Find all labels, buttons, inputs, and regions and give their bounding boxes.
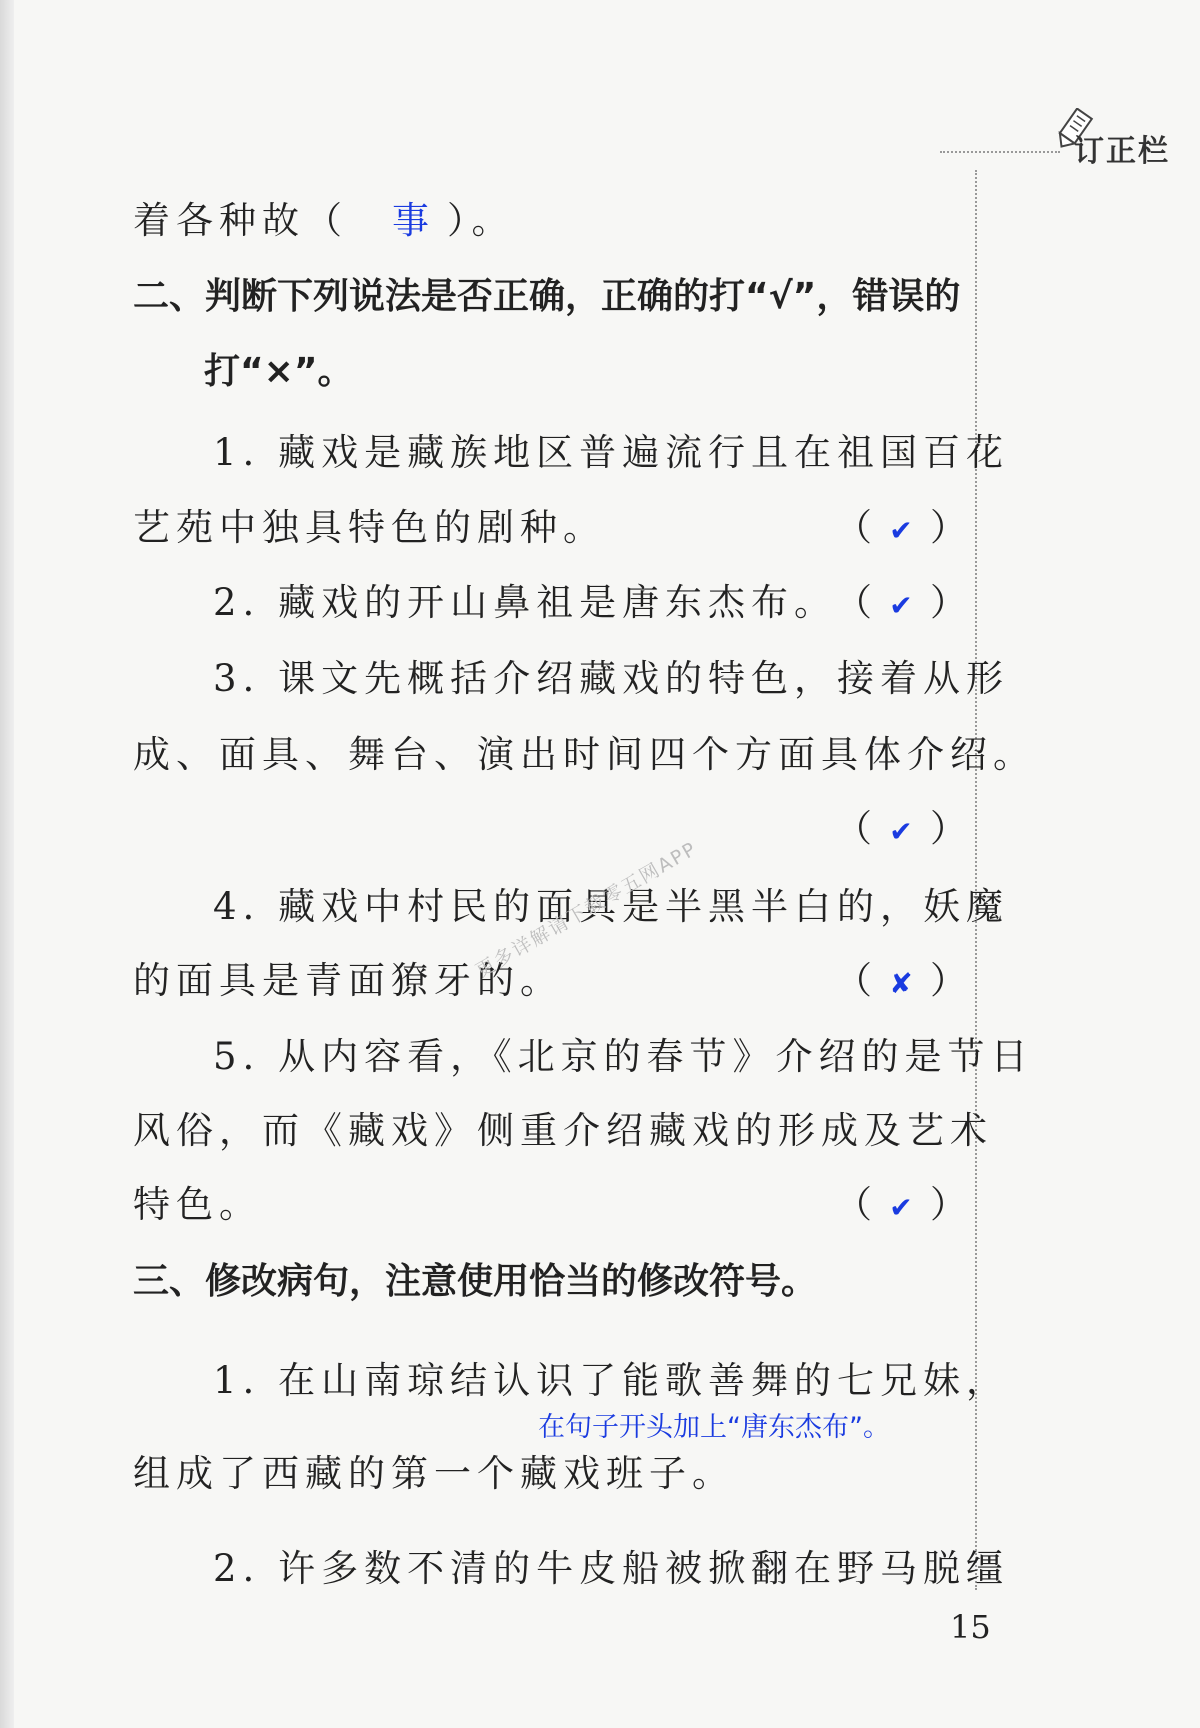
item4-line2: 的面具是青面獠牙的。 [133, 959, 563, 1002]
item2-judgment: （ ✔ ） [835, 581, 967, 624]
item5-judgment: （ ✔ ） [835, 1183, 967, 1226]
check-mark-icon: ✔ [889, 815, 913, 848]
sentence1-line2: 组成了西藏的第一个藏戏班子。 [133, 1452, 735, 1495]
check-mark-icon: ✔ [889, 1191, 913, 1224]
item3-line1: 3. 课文先概括介绍藏戏的特色，接着从形 [213, 657, 1010, 700]
correction-column-label: 订正栏 [1074, 134, 1170, 169]
filled-answer: 事 [392, 199, 429, 242]
item2-line1: 2. 藏戏的开山鼻祖是唐东杰布。 [213, 581, 838, 624]
cross-mark-icon: ✘ [889, 967, 913, 1000]
sentence2-line1: 2. 许多数不清的牛皮船被掀翻在野马脱缰 [213, 1547, 1010, 1590]
item3-line2: 成、面具、舞台、演出时间四个方面具体介绍。 [133, 733, 1036, 776]
section3-title: 三、修改病句，注意使用恰当的修改符号。 [133, 1261, 818, 1302]
item1-line1: 1. 藏戏是藏族地区普遍流行且在祖国百花 [213, 431, 1010, 474]
section2-title-line2: 打“×”。 [204, 351, 354, 392]
previous-question-tail [133, 190, 515, 244]
handwritten-correction: 在句子开头加上“唐东杰布”。 [538, 1412, 890, 1443]
item5-line1: 5. 从内容看，《北京的春节》介绍的是节日 [213, 1035, 1034, 1078]
previous-question-text: 着各种故（ [133, 199, 348, 242]
watermark: 更多详解请下载零五网APP [472, 837, 702, 983]
previous-question-end: ）。 [447, 199, 515, 242]
check-mark-icon: ✔ [889, 514, 913, 547]
item5-line3: 特色。 [133, 1183, 262, 1226]
correction-column-header [940, 108, 1170, 168]
item1-line2: 艺苑中独具特色的剧种。 [133, 506, 606, 549]
item1-judgment: （ ✔ ） [835, 506, 967, 549]
item4-line1: 4. 藏戏中村民的面具是半黑半白的，妖魔 [213, 885, 1010, 928]
item4-judgment: （ ✘ ） [835, 959, 967, 1002]
sentence1-line1: 1. 在山南琼结认识了能歌善舞的七兄妹， [213, 1359, 1010, 1402]
page-edge-shadow [0, 0, 14, 1728]
check-mark-icon: ✔ [889, 589, 913, 622]
correction-header-dotted-line [940, 151, 1060, 153]
page-number: 15 [950, 1608, 991, 1646]
item5-line2: 风俗，而《藏戏》侧重介绍藏戏的形成及艺术 [133, 1109, 993, 1152]
item3-judgment: （ ✔ ） [835, 807, 967, 850]
section2-title-line1: 二、判断下列说法是否正确，正确的打“√”，错误的 [133, 276, 961, 317]
